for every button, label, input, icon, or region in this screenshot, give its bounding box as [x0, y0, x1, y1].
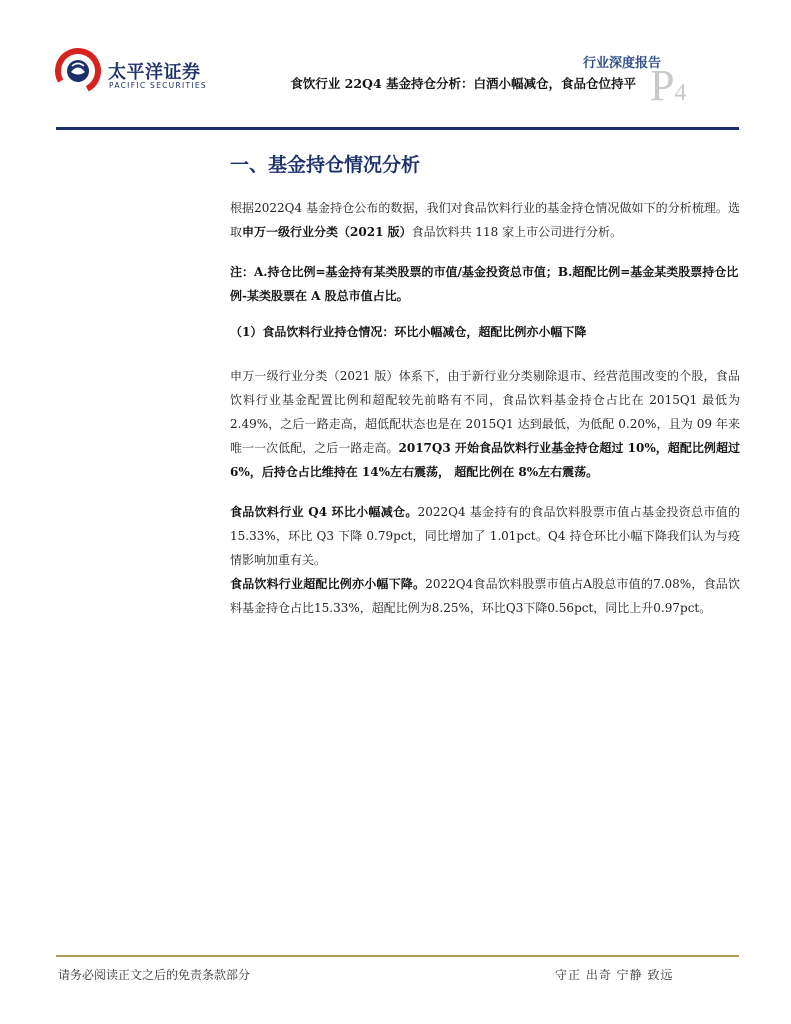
- intro-bold-text: 申万一级行业分类（2021 版）: [242, 225, 412, 239]
- paragraph-overweight: [230, 572, 740, 620]
- report-header-title: 食饮行业 22Q4 基金持仓分析：白酒小幅减仓，食品仓位持平: [290, 76, 636, 91]
- paragraph-history-bold: 2017Q3 开始食品饮料行业基金持仓超过 10%，超配比例超过 6%，后持仓占比维持在 14%左右震荡， 超配比例在 8%左右震荡。: [230, 441, 740, 479]
- footer-disclaimer: 请务必阅读正文之后的免责条款部分: [58, 968, 251, 982]
- paragraph-q4-holdings: [230, 500, 740, 572]
- header-divider: [56, 127, 739, 130]
- logo-chinese-name: 太平洋证券: [108, 62, 201, 83]
- report-type-label: 行业深度报告: [582, 56, 661, 71]
- page-number-value: 4: [674, 80, 687, 106]
- pacific-securities-logo-icon: [52, 44, 104, 96]
- intro-text-1: 根据2022Q4 基金持仓公布的数据，我们对食品饮料行业的基金持仓情况做如下的分析梳理。选取: [230, 201, 740, 239]
- section-title: 一、基金持仓情况分析: [230, 154, 421, 176]
- paragraph-overweight-bold: 食品饮料行业超配比例亦小幅下降。: [230, 577, 426, 591]
- footer-motto: 守正 出奇 宁静 致远: [555, 968, 674, 982]
- footer-divider: [56, 955, 739, 957]
- definition-note: 注：A.持仓比例=基金持有某类股票的市值/基金投资总市值；B.超配比例=基金某类股票持仓比例-某类股票在 A 股总市值占比。: [230, 265, 739, 303]
- paragraph-overweight-text: 2022Q4食品饮料股票市值占A股总市值的7.08%，食品饮料基金持仓占比15.33%，超配比例为8.25%，环比Q3下降0.56pct，同比上升0.97pct。: [230, 577, 740, 615]
- company-logo: [52, 44, 212, 92]
- paragraph-q4-bold: 食品饮料行业 Q4 环比小幅减仓。: [230, 505, 418, 519]
- intro-paragraph: [230, 196, 740, 244]
- intro-text-2: 食品饮料共 118 家上市公司进行分析。: [411, 225, 623, 239]
- page-number: [650, 61, 687, 110]
- paragraph-history-text: 申万一级行业分类（2021 版）体系下，由于新行业分类剔除退市、经营范围改变的个股，食品饮料行业基金配置比例和超配较先前略有不同，食品饮料基金持仓占比在 2015Q1 最低为 2.49%，之后一路走高，超低配状态也是在 2015Q1 达到最低，为低配 0.20%，且为 09 年来唯一一次低配，之后一路走高。: [230, 369, 740, 455]
- paragraph-history: [230, 364, 740, 484]
- main-content: [230, 150, 740, 636]
- paragraph-q4-text: 2022Q4 基金持有的食品饮料股票市值占基金投资总市值的 15.33%，环比 Q3 下降 0.79pct，同比增加了 1.01pct。Q4 持仓环比小幅下降我们认为与疫情影响加重有关。: [230, 505, 740, 567]
- page-prefix: P: [650, 61, 675, 110]
- logo-english-name: PACIFIC SECURITIES: [109, 81, 207, 90]
- subsection-heading: （1）食品饮料行业持仓情况：环比小幅减仓，超配比例亦小幅下降: [230, 325, 587, 339]
